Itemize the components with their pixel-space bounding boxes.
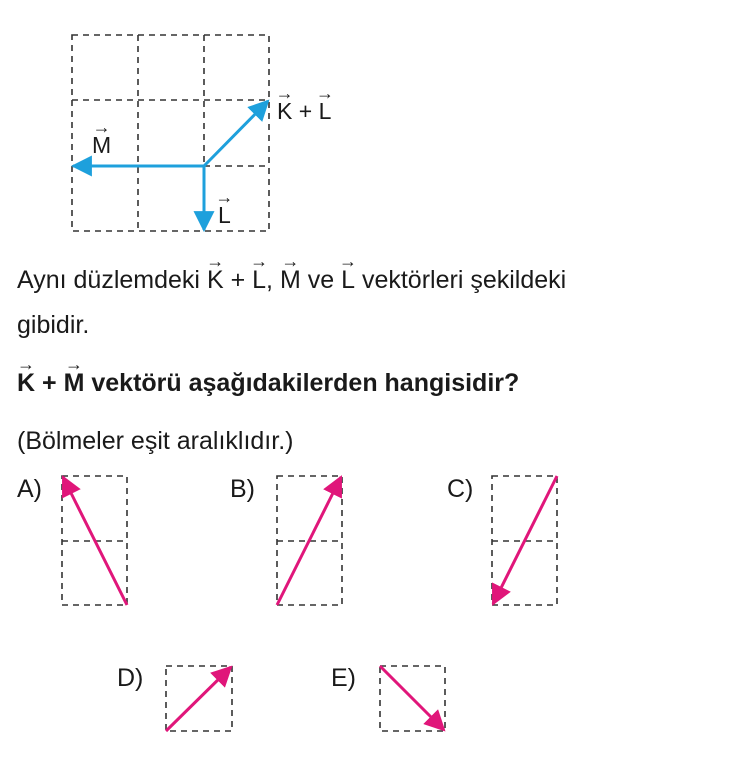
option-b-arrow bbox=[277, 477, 341, 605]
label-l: → L bbox=[215, 187, 234, 228]
label-m: → M bbox=[92, 117, 112, 158]
option-e-arrow bbox=[380, 666, 444, 730]
note: (Bölmeler eşit aralıklıdır.) bbox=[17, 427, 294, 455]
option-d-label[interactable]: D) bbox=[117, 664, 144, 692]
option-c-label[interactable]: C) bbox=[447, 475, 474, 503]
question-line-2: gibidir. bbox=[17, 311, 90, 339]
question-prompt: → K + → M vektörü aşağıdakilerden hangisidir? bbox=[17, 354, 520, 397]
question-line-1: Aynı düzlemdeki → K + → L, → M ve → L vektörleri şekildeki bbox=[17, 251, 567, 294]
option-e-label[interactable]: E) bbox=[331, 664, 356, 692]
option-a-label[interactable]: A) bbox=[17, 475, 42, 503]
vector-k-plus-l bbox=[204, 101, 268, 166]
label-k-plus-l: → K + → L bbox=[275, 83, 334, 124]
option-c-arrow bbox=[493, 476, 557, 604]
option-b-label[interactable]: B) bbox=[230, 475, 255, 503]
option-d-arrow bbox=[166, 667, 231, 731]
